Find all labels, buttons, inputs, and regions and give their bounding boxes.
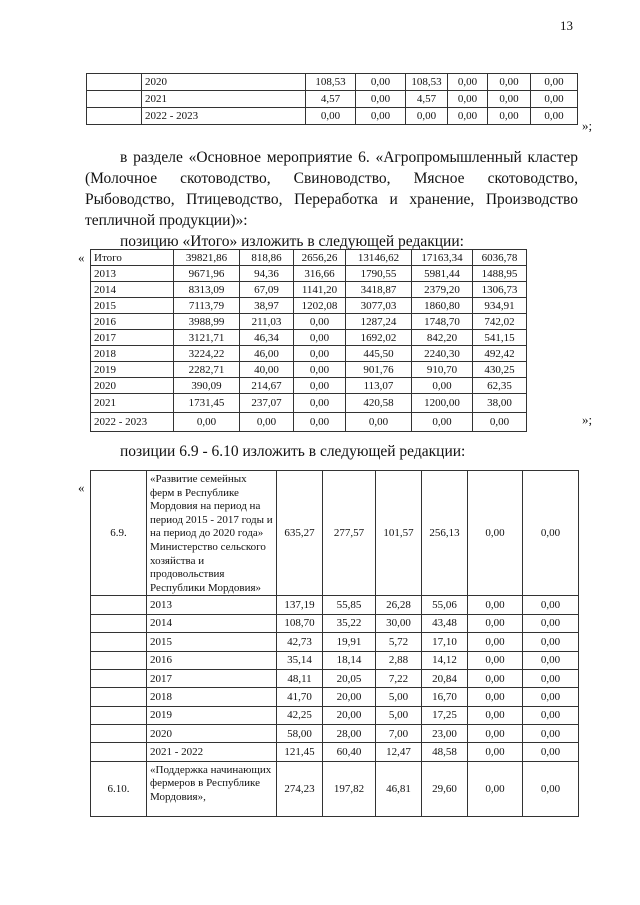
value-cell: 0,00 xyxy=(468,471,523,596)
table-row xyxy=(91,413,579,432)
value-cell: 1488,95 xyxy=(473,266,527,282)
value-cell: 94,36 xyxy=(240,266,294,282)
value-cell: 40,00 xyxy=(240,362,294,378)
value-cell: 0,00 xyxy=(346,413,412,432)
value-cell: 108,53 xyxy=(306,74,356,91)
row-label: 2021 xyxy=(142,91,306,108)
value-cell: 58,00 xyxy=(277,725,323,743)
paragraph-text: в разделе «Основное мероприятие 6. «Агропромышленный кластер (Молочное скотоводство, Свиноводство, Мясное скотоводство, Рыбоводство, Птицеводство, Переработка и хранение, Производство тепличной продукции)»: xyxy=(85,149,578,229)
value-cell: 901,76 xyxy=(346,362,412,378)
value-cell: 214,67 xyxy=(240,378,294,394)
table-row xyxy=(91,330,579,346)
empty-cell xyxy=(87,74,142,91)
value-cell: 137,19 xyxy=(277,596,323,614)
value-cell: 492,42 xyxy=(473,346,527,362)
value-cell: 0,00 xyxy=(468,743,523,761)
value-cell: 7113,79 xyxy=(174,298,240,314)
table-row xyxy=(91,725,579,743)
value-cell: 5,00 xyxy=(376,688,422,706)
value-cell: 13146,62 xyxy=(346,250,412,266)
table-row xyxy=(91,706,579,724)
value-cell: 23,00 xyxy=(422,725,468,743)
close-quote: »; xyxy=(582,412,593,427)
table-row xyxy=(87,91,578,108)
value-cell: 1306,73 xyxy=(473,282,527,298)
value-cell: 742,02 xyxy=(473,314,527,330)
value-cell: 17,10 xyxy=(422,633,468,651)
value-cell: 0,00 xyxy=(531,108,578,125)
value-cell: 0,00 xyxy=(448,91,488,108)
empty-cell xyxy=(91,633,147,651)
row-label: 2015 xyxy=(147,633,277,651)
row-label: 2014 xyxy=(147,614,277,632)
value-cell: 35,14 xyxy=(277,651,323,669)
row-label: 2014 xyxy=(91,282,174,298)
value-cell: 35,22 xyxy=(323,614,376,632)
value-cell: 41,70 xyxy=(277,688,323,706)
value-cell: 0,00 xyxy=(468,688,523,706)
value-cell: 0,00 xyxy=(523,471,579,596)
value-cell: 3121,71 xyxy=(174,330,240,346)
table-row xyxy=(91,378,579,394)
empty-cell xyxy=(91,725,147,743)
empty-cell xyxy=(91,743,147,761)
item-number: 6.9. xyxy=(91,471,147,596)
value-cell: 43,48 xyxy=(422,614,468,632)
row-label: 2018 xyxy=(91,346,174,362)
row-label: 2017 xyxy=(147,669,277,687)
value-cell: 29,60 xyxy=(422,761,468,816)
instruction-itogo: позицию «Итого» изложить в следующей редакции: xyxy=(120,233,464,250)
empty-cell xyxy=(91,688,147,706)
value-cell: 211,03 xyxy=(240,314,294,330)
table-row xyxy=(91,596,579,614)
value-cell: 8313,09 xyxy=(174,282,240,298)
value-cell: 0,00 xyxy=(412,378,473,394)
value-cell: 0,00 xyxy=(523,596,579,614)
table-row xyxy=(91,266,579,282)
row-label: 2016 xyxy=(147,651,277,669)
value-cell: 0,00 xyxy=(294,362,346,378)
value-cell: 20,00 xyxy=(323,706,376,724)
value-cell: 0,00 xyxy=(468,761,523,816)
value-cell: 1200,00 xyxy=(412,394,473,413)
value-cell: 19,91 xyxy=(323,633,376,651)
value-cell: 0,00 xyxy=(468,651,523,669)
value-cell: 0,00 xyxy=(523,633,579,651)
table-row xyxy=(91,651,579,669)
close-quote: »; xyxy=(582,118,593,133)
item-name: «Поддержка начинающих фермеров в Республике Мордовия», xyxy=(147,761,277,816)
value-cell: 30,00 xyxy=(376,614,422,632)
row-label: 2021 - 2022 xyxy=(147,743,277,761)
value-cell: 55,06 xyxy=(422,596,468,614)
table-row xyxy=(91,282,579,298)
open-quote: « xyxy=(78,480,85,495)
value-cell: 108,53 xyxy=(406,74,448,91)
value-cell: 274,23 xyxy=(277,761,323,816)
value-cell: 0,00 xyxy=(523,651,579,669)
row-label: 2017 xyxy=(91,330,174,346)
value-cell: 0,00 xyxy=(412,413,473,432)
value-cell: 0,00 xyxy=(488,91,531,108)
value-cell: 7,00 xyxy=(376,725,422,743)
value-cell: 635,27 xyxy=(277,471,323,596)
value-cell: 1790,55 xyxy=(346,266,412,282)
row-label: 2022 - 2023 xyxy=(91,413,174,432)
value-cell: 67,09 xyxy=(240,282,294,298)
value-cell: 42,73 xyxy=(277,633,323,651)
item-name: «Развитие семейных ферм в Республике Мордовия на период на период 2015 - 2017 годы и на период до 2020 года» Министерство сельского хозяйства и продовольствия Республики Мордовия» xyxy=(147,471,277,596)
value-cell: 17163,34 xyxy=(412,250,473,266)
value-cell: 420,58 xyxy=(346,394,412,413)
value-cell: 3418,87 xyxy=(346,282,412,298)
value-cell: 46,81 xyxy=(376,761,422,816)
value-cell: 3077,03 xyxy=(346,298,412,314)
value-cell: 38,97 xyxy=(240,298,294,314)
value-cell: 42,25 xyxy=(277,706,323,724)
value-cell: 17,25 xyxy=(422,706,468,724)
value-cell: 1748,70 xyxy=(412,314,473,330)
value-cell: 842,20 xyxy=(412,330,473,346)
value-cell: 445,50 xyxy=(346,346,412,362)
value-cell: 4,57 xyxy=(306,91,356,108)
table-row xyxy=(91,250,579,266)
table-row xyxy=(91,614,579,632)
page-number: 13 xyxy=(560,18,573,33)
open-quote: « xyxy=(78,250,85,265)
value-cell: 0,00 xyxy=(294,346,346,362)
empty-cell xyxy=(87,108,142,125)
value-cell: 0,00 xyxy=(468,706,523,724)
row-label: 2018 xyxy=(147,688,277,706)
value-cell: 0,00 xyxy=(448,108,488,125)
value-cell: 2,88 xyxy=(376,651,422,669)
value-cell: 277,57 xyxy=(323,471,376,596)
empty-cell xyxy=(91,706,147,724)
value-cell: 0,00 xyxy=(356,108,406,125)
value-cell: 113,07 xyxy=(346,378,412,394)
instruction-positions: позиции 6.9 - 6.10 изложить в следующей редакции: xyxy=(120,443,466,460)
value-cell: 934,91 xyxy=(473,298,527,314)
value-cell: 46,00 xyxy=(240,346,294,362)
empty-cell xyxy=(87,91,142,108)
value-cell: 121,45 xyxy=(277,743,323,761)
table-row xyxy=(91,688,579,706)
value-cell: 38,00 xyxy=(473,394,527,413)
value-cell: 0,00 xyxy=(531,91,578,108)
value-cell: 0,00 xyxy=(174,413,240,432)
table-row xyxy=(87,108,578,125)
value-cell: 0,00 xyxy=(531,74,578,91)
value-cell: 0,00 xyxy=(240,413,294,432)
value-cell: 2240,30 xyxy=(412,346,473,362)
value-cell: 1860,80 xyxy=(412,298,473,314)
value-cell: 0,00 xyxy=(468,725,523,743)
value-cell: 256,13 xyxy=(422,471,468,596)
value-cell: 0,00 xyxy=(523,761,579,816)
value-cell: 0,00 xyxy=(294,330,346,346)
value-cell: 1202,08 xyxy=(294,298,346,314)
table-row xyxy=(87,74,578,91)
value-cell: 2282,71 xyxy=(174,362,240,378)
value-cell: 0,00 xyxy=(468,633,523,651)
value-cell: 390,09 xyxy=(174,378,240,394)
row-label: 2016 xyxy=(91,314,174,330)
value-cell: 3988,99 xyxy=(174,314,240,330)
value-cell: 0,00 xyxy=(523,688,579,706)
value-cell: 2379,20 xyxy=(412,282,473,298)
row-label: 2019 xyxy=(147,706,277,724)
value-cell: 0,00 xyxy=(294,378,346,394)
value-cell: 0,00 xyxy=(356,74,406,91)
value-cell: 1141,20 xyxy=(294,282,346,298)
value-cell: 5,00 xyxy=(376,706,422,724)
row-label: 2020 xyxy=(147,725,277,743)
empty-cell xyxy=(91,669,147,687)
table-row xyxy=(91,314,579,330)
empty-cell xyxy=(91,614,147,632)
table-positions xyxy=(90,470,579,817)
value-cell: 60,40 xyxy=(323,743,376,761)
value-cell: 0,00 xyxy=(473,413,527,432)
value-cell: 20,05 xyxy=(323,669,376,687)
value-cell: 1287,24 xyxy=(346,314,412,330)
row-label: 2021 xyxy=(91,394,174,413)
value-cell: 0,00 xyxy=(468,669,523,687)
value-cell: 12,47 xyxy=(376,743,422,761)
value-cell: 0,00 xyxy=(523,725,579,743)
row-label: 2019 xyxy=(91,362,174,378)
table-row-item_6_10 xyxy=(91,761,579,816)
value-cell: 910,70 xyxy=(412,362,473,378)
value-cell: 237,07 xyxy=(240,394,294,413)
value-cell: 0,00 xyxy=(356,91,406,108)
value-cell: 0,00 xyxy=(294,413,346,432)
value-cell: 48,11 xyxy=(277,669,323,687)
value-cell: 430,25 xyxy=(473,362,527,378)
value-cell: 1692,02 xyxy=(346,330,412,346)
table-itogo xyxy=(90,249,579,432)
table-row xyxy=(91,362,579,378)
table-row xyxy=(91,346,579,362)
item-number: 6.10. xyxy=(91,761,147,816)
value-cell: 0,00 xyxy=(306,108,356,125)
value-cell: 6036,78 xyxy=(473,250,527,266)
value-cell: 9671,96 xyxy=(174,266,240,282)
value-cell: 818,86 xyxy=(240,250,294,266)
value-cell: 48,58 xyxy=(422,743,468,761)
table-row xyxy=(91,743,579,761)
value-cell: 7,22 xyxy=(376,669,422,687)
row-label: 2015 xyxy=(91,298,174,314)
table-row xyxy=(91,298,579,314)
empty-cell xyxy=(91,651,147,669)
value-cell: 0,00 xyxy=(488,74,531,91)
value-cell: 541,15 xyxy=(473,330,527,346)
value-cell: 0,00 xyxy=(523,743,579,761)
value-cell: 2656,26 xyxy=(294,250,346,266)
value-cell: 0,00 xyxy=(294,314,346,330)
empty-cell xyxy=(91,596,147,614)
value-cell: 20,84 xyxy=(422,669,468,687)
row-label: 2020 xyxy=(91,378,174,394)
value-cell: 3224,22 xyxy=(174,346,240,362)
value-cell: 62,35 xyxy=(473,378,527,394)
value-cell: 1731,45 xyxy=(174,394,240,413)
value-cell: 39821,86 xyxy=(174,250,240,266)
value-cell: 0,00 xyxy=(406,108,448,125)
table-row xyxy=(91,394,579,413)
table-continuation xyxy=(86,73,578,125)
value-cell: 0,00 xyxy=(523,669,579,687)
table-row-item_6_9 xyxy=(91,471,579,596)
value-cell: 197,82 xyxy=(323,761,376,816)
row-label: 2020 xyxy=(142,74,306,91)
value-cell: 46,34 xyxy=(240,330,294,346)
value-cell: 101,57 xyxy=(376,471,422,596)
table-row xyxy=(91,669,579,687)
value-cell: 16,70 xyxy=(422,688,468,706)
value-cell: 5981,44 xyxy=(412,266,473,282)
row-label: 2013 xyxy=(91,266,174,282)
value-cell: 4,57 xyxy=(406,91,448,108)
row-label: 2013 xyxy=(147,596,277,614)
value-cell: 0,00 xyxy=(488,108,531,125)
value-cell: 0,00 xyxy=(523,614,579,632)
value-cell: 18,14 xyxy=(323,651,376,669)
value-cell: 316,66 xyxy=(294,266,346,282)
row-label: Итого xyxy=(91,250,174,266)
row-label: 2022 - 2023 xyxy=(142,108,306,125)
value-cell: 20,00 xyxy=(323,688,376,706)
value-cell: 28,00 xyxy=(323,725,376,743)
value-cell: 26,28 xyxy=(376,596,422,614)
value-cell: 0,00 xyxy=(468,614,523,632)
value-cell: 0,00 xyxy=(448,74,488,91)
value-cell: 0,00 xyxy=(294,394,346,413)
value-cell: 14,12 xyxy=(422,651,468,669)
table-row xyxy=(91,633,579,651)
value-cell: 0,00 xyxy=(523,706,579,724)
value-cell: 55,85 xyxy=(323,596,376,614)
paragraph-section-6 xyxy=(85,147,578,231)
value-cell: 5,72 xyxy=(376,633,422,651)
value-cell: 108,70 xyxy=(277,614,323,632)
value-cell: 0,00 xyxy=(468,596,523,614)
